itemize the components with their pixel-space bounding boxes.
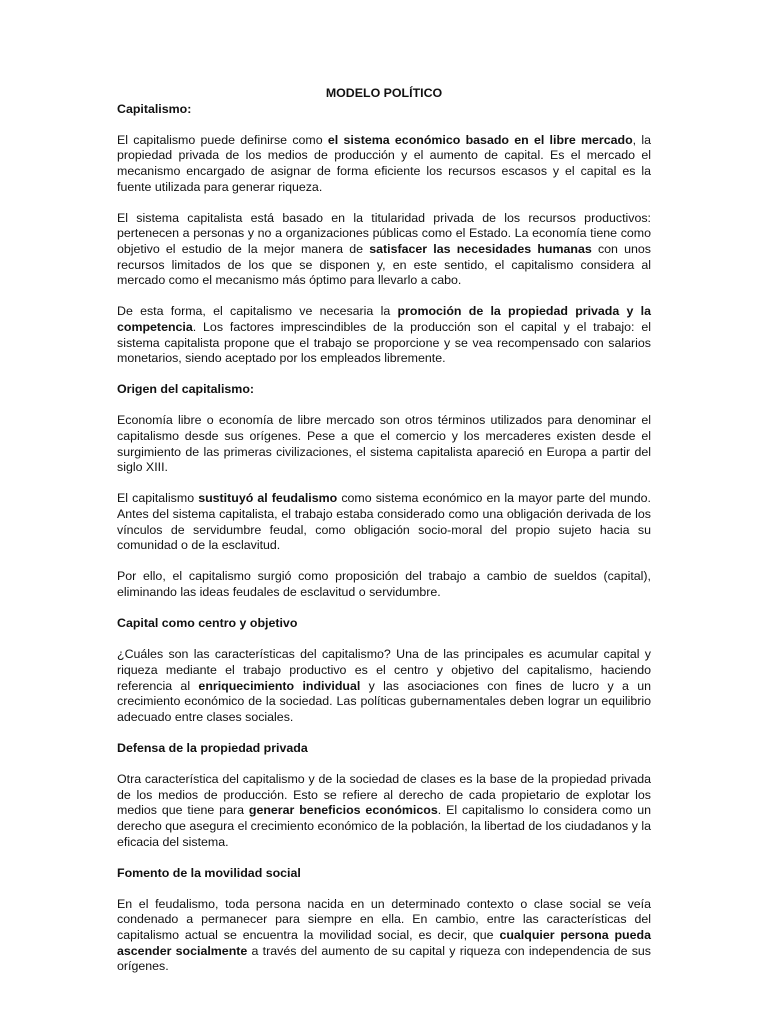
bold-text-run: enriquecimiento individual bbox=[198, 678, 361, 693]
bold-text-run: promoción de la propiedad privada y la competencia bbox=[117, 304, 652, 334]
document-section bbox=[117, 382, 651, 600]
body-paragraph bbox=[117, 491, 651, 553]
body-paragraph bbox=[117, 772, 651, 850]
text-run: Por ello, el capitalismo surgió como proposición del trabajo a cambio de sueldos (capital), eliminando las ideas feudales de esclavitud o servidumbre. bbox=[117, 569, 651, 599]
document-section bbox=[117, 866, 651, 975]
text-run: ¿Cuáles son las características del capitalismo? Una de las principales es acumular capital y riqueza mediante el trabajo productivo es el centro y objetivo del capitalismo, haciendo referencia al bbox=[117, 647, 651, 693]
document-section bbox=[117, 741, 651, 850]
text-run: con unos recursos limitados de los que se disponen y, en este sentido, el capitalismo considera al mercado como el mecanismo más óptimo para llevarlo a cabo. bbox=[117, 241, 652, 288]
body-paragraph bbox=[117, 211, 651, 289]
document-section bbox=[117, 616, 651, 725]
text-run: a través del aumento de su capital y riqueza con independencia de sus orígenes. bbox=[117, 943, 651, 974]
text-run: . Los factores imprescindibles de la producción son el capital y el trabajo: el sistema capitalista propone que el trabajo se proporcione y se vea recompensado con salarios monetarios, siendo aceptado por los empleados libremente. bbox=[117, 319, 651, 366]
text-run: De esta forma, el capitalismo ve necesaria la bbox=[117, 304, 398, 319]
document-section bbox=[117, 102, 651, 367]
section-heading: Origen del capitalismo: bbox=[117, 382, 255, 397]
bold-text-run: satisfacer las necesidades humanas bbox=[369, 241, 592, 256]
body-paragraph bbox=[117, 413, 651, 475]
text-run: El capitalismo puede definirse como bbox=[117, 132, 328, 147]
section-heading: Capital como centro y objetivo bbox=[117, 616, 298, 631]
document-body bbox=[117, 102, 651, 975]
bold-text-run: sustituyó al feudalismo bbox=[198, 491, 338, 506]
section-heading: Fomento de la movilidad social bbox=[117, 865, 301, 880]
bold-text-run: el sistema económico basado en el libre mercado bbox=[327, 132, 633, 147]
text-run: , la propiedad privada de los medios de producción y el aumento de capital. Es el mercado el mecanismo encargado de asignar de forma eficiente los recursos escasos y el capital es la fuente utilizada para generar riqueza. bbox=[117, 132, 651, 194]
section-heading: Capitalismo: bbox=[117, 101, 192, 116]
bold-text-run: cualquier persona pueda ascender socialmente bbox=[117, 928, 651, 958]
text-run: El capitalismo bbox=[117, 491, 199, 506]
text-run: . El capitalismo lo considera como un derecho que asegura el crecimiento económico de la población, la libertad de los ciudadanos y la eficacia del sistema. bbox=[117, 803, 652, 849]
document-title: MODELO POLÍTICO bbox=[325, 86, 443, 100]
body-paragraph bbox=[117, 897, 651, 975]
section-heading: Defensa de la propiedad privada bbox=[117, 740, 308, 755]
text-run: como sistema económico en la mayor parte del mundo. Antes del sistema capitalista, el trabajo estaba considerado como una obligación derivada de los vínculos de servidumbre feudal, como obligación socio-moral del propio sujeto hacia su comunidad o de la esclavitud. bbox=[117, 491, 651, 553]
body-paragraph bbox=[117, 647, 651, 725]
body-paragraph bbox=[117, 569, 651, 600]
bold-text-run: generar beneficios económicos bbox=[248, 803, 438, 818]
document-page bbox=[117, 86, 651, 990]
body-paragraph bbox=[117, 304, 651, 366]
text-run: En el feudalismo, toda persona nacida en un determinado contexto o clase social se veía condenado a permanecer para siempre en ella. En cambio, entre las características del capitalismo actual se encuentra la movilidad social, es decir, que bbox=[117, 896, 651, 943]
text-run: El sistema capitalista está basado en la titularidad privada de los recursos productivos: pertenecen a personas y no a organizaciones públicas como el Estado. La economía tiene como objetivo el estudio de la mejor manera de bbox=[117, 210, 651, 256]
text-run: Economía libre o economía de libre mercado son otros términos utilizados para denominar el capitalismo desde sus orígenes. Pese a que el comercio y los mercaderes existen desde el surgimiento de las primeras civilizaciones, el sistema capitalista apareció en Europa a partir del siglo XIII. bbox=[117, 413, 651, 475]
text-run: y las asociaciones con fines de lucro y a un crecimiento económico de la sociedad. Las políticas gubernamentales deben lograr un equilibrio adecuado entre clases sociales. bbox=[117, 678, 651, 724]
body-paragraph bbox=[117, 133, 651, 195]
text-run: Otra característica del capitalismo y de la sociedad de clases es la base de la propiedad privada de los medios de producción. Esto se refiere al derecho de cada propietario de explotar los medios que tiene para bbox=[117, 772, 651, 818]
